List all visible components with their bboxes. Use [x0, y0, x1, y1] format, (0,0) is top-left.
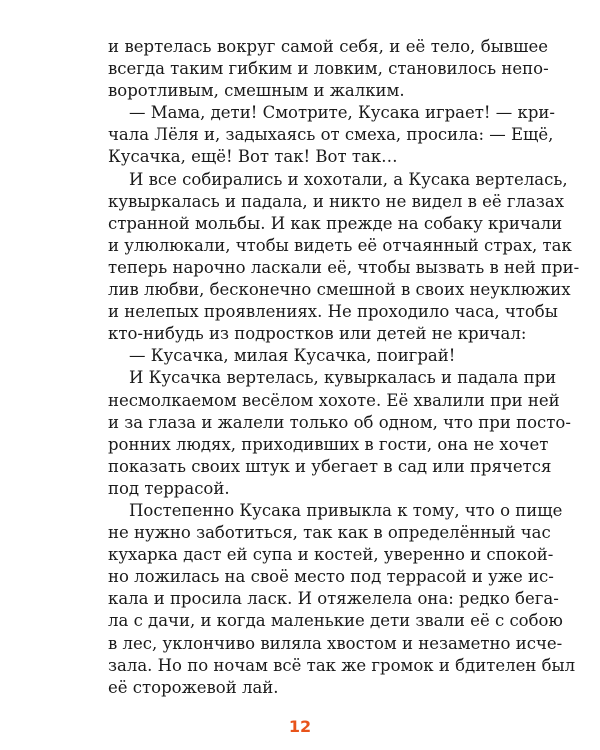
text-line: — Мама, дети! Смотрите, Кусака играет! — кри-: [129, 103, 555, 123]
text-line: — Кусачка, милая Кусачка, поиграй!: [129, 346, 456, 366]
text-line: Постепенно Кусака привыкла к тому, что о пище: [129, 500, 563, 520]
text-line: не нужно заботиться, так как в определённый час: [108, 523, 551, 543]
text-line: кала и просила ласк. И отяжелела она: редко бега-: [108, 589, 559, 609]
text-line: показать своих штук и убегает в сад или прячется: [108, 456, 552, 476]
text-line: её сторожевой лай.: [108, 677, 279, 697]
text-line: под террасой.: [108, 478, 230, 498]
text-line: и вертелась вокруг самой себя, и её тело, бывшее: [108, 37, 548, 56]
text-line: и улюлюкали, чтобы видеть её отчаянный страх, так: [108, 235, 572, 255]
page-body-text: [108, 36, 580, 699]
text-line: воротливым, смешным и жалким.: [108, 81, 405, 101]
text-line: ла с дачи, и когда маленькие дети звали её с собою: [108, 611, 563, 631]
text-line: в лес, уклончиво виляла хвостом и незаметно исче-: [108, 633, 563, 653]
text-line: но ложилась на своё место под террасой и уже ис-: [108, 567, 554, 587]
text-line: кто-нибудь из подростков или детей не кричал:: [108, 324, 527, 344]
text-line: и за глаза и жалели только об одном, что при посто-: [108, 412, 571, 432]
text-line: зала. Но по ночам всё так же громок и бдителен был: [108, 655, 576, 675]
text-line: кувыркалась и падала, и никто не видел в её глазах: [108, 191, 565, 211]
text-line: чала Лёля и, задыхаясь от смеха, просила: — Ещё,: [108, 125, 554, 145]
text-line: странной мольбы. И как прежде на собаку кричали: [108, 213, 563, 233]
page-number: 12: [288, 717, 312, 736]
text-line: И Кусачка вертелась, кувыркалась и падала при: [129, 368, 557, 388]
text-line: всегда таким гибким и ловким, становилось непо-: [108, 59, 549, 79]
text-line: ронних людях, приходивших в гости, она не хочет: [108, 434, 549, 454]
text-line: теперь нарочно ласкали её, чтобы вызвать в ней при-: [108, 257, 580, 277]
text-line: И все собирались и хохотали, а Кусака вертелась,: [129, 169, 568, 189]
text-line: кухарка даст ей супа и костей, уверенно и спокой-: [108, 545, 554, 565]
text-line: несмолкаемом весёлом хохоте. Её хвалили при ней: [108, 390, 560, 410]
text-line: и нелепых проявлениях. Не проходило часа, чтобы: [108, 302, 558, 322]
text-line: Кусачка, ещё! Вот так! Вот так…: [108, 147, 398, 167]
text-line: лив любви, бесконечно смешной в своих неуклюжих: [108, 280, 571, 300]
